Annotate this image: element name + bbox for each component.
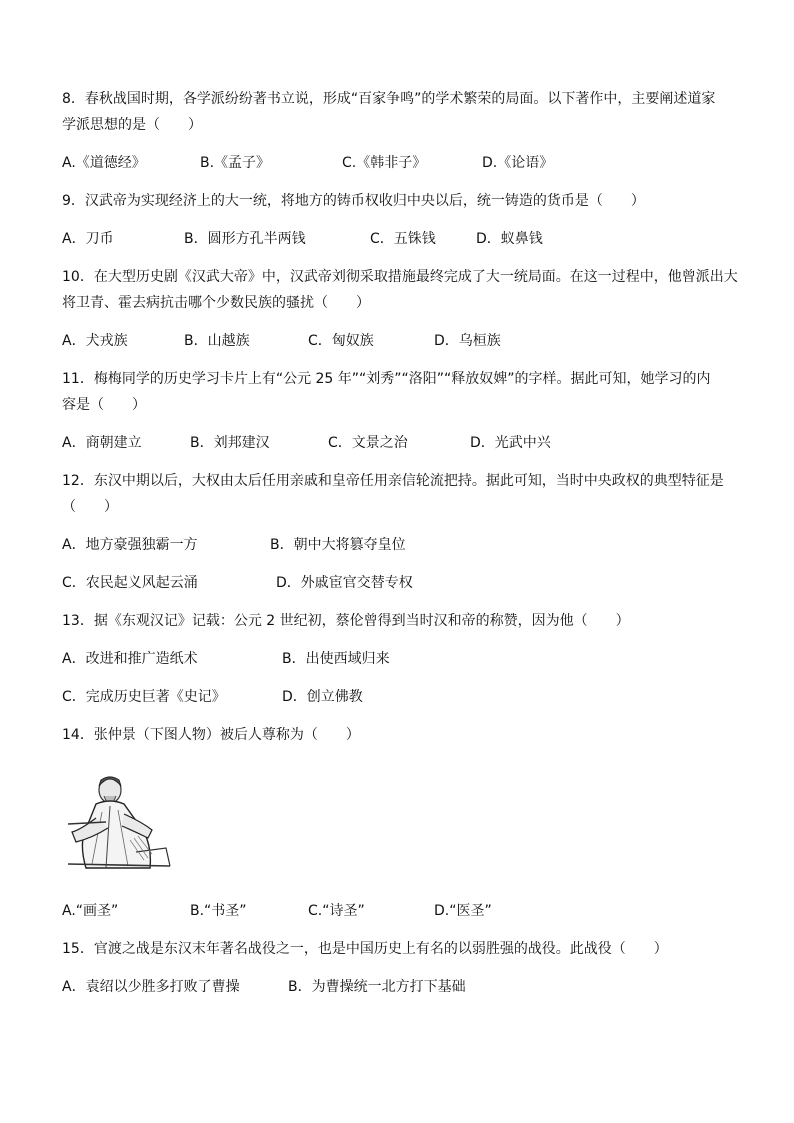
question-text: 13．据《东观汉记》记载：公元 2 世纪初，蔡伦曾得到当时汉和帝的称赞，因为他（ ）: [62, 613, 630, 629]
options-row: [62, 330, 762, 352]
question-text: 15．官渡之战是东汉末年著名战役之一，也是中国历史上有名的以弱胜强的战役。此战役（ ）: [62, 941, 668, 957]
option-b[interactable]: B．朝中大将篡夺皇位: [270, 537, 406, 553]
option-b[interactable]: B．出使西域归来: [282, 651, 390, 667]
option-a[interactable]: A．改进和推广造纸术: [62, 651, 198, 667]
question-10: [62, 266, 742, 314]
question-14: [62, 724, 742, 746]
question-text: 10．在大型历史剧《汉武大帝》中，汉武帝刘彻采取措施最终完成了大一统局面。在这一过程中，他曾派出大: [62, 269, 738, 285]
option-d[interactable]: D．外戚宦官交替专权: [276, 575, 413, 591]
question-11: [62, 368, 742, 416]
question-12: [62, 470, 742, 518]
options-row: [62, 900, 762, 922]
question-9: [62, 190, 742, 212]
option-b[interactable]: B．山越族: [184, 333, 250, 349]
option-a[interactable]: A.“画圣”: [62, 903, 119, 919]
question-text: 9．汉武帝为实现经济上的大一统，将地方的铸币权收归中央以后，统一铸造的货币是（ ）: [62, 193, 645, 209]
option-d[interactable]: D．蚁鼻钱: [476, 231, 543, 247]
options-row: [62, 432, 762, 454]
option-c[interactable]: C．农民起义风起云涌: [62, 575, 198, 591]
question-13: [62, 610, 742, 632]
options-row: [62, 648, 762, 670]
question-text: 11．梅梅同学的历史学习卡片上有“公元 25 年”“刘秀”“洛阳”“释放奴婢”的字样。据此可知，她学习的内: [62, 371, 711, 387]
options-row: [62, 534, 762, 556]
portrait-figure-icon: [66, 768, 174, 874]
option-d[interactable]: D．光武中兴: [470, 435, 551, 451]
option-b[interactable]: B．圆形方孔半两钱: [184, 231, 306, 247]
question-8: [62, 88, 742, 136]
question-text: 将卫青、霍去病抗击哪个少数民族的骚扰（ ）: [62, 295, 370, 311]
option-b[interactable]: B．刘邦建汉: [190, 435, 270, 451]
option-b[interactable]: B.《孟子》: [200, 155, 271, 171]
option-a[interactable]: A．袁绍以少胜多打败了曹操: [62, 979, 240, 995]
option-c[interactable]: C．完成历史巨著《史记》: [62, 689, 226, 705]
option-d[interactable]: D.“医圣”: [434, 903, 492, 919]
option-a[interactable]: A．犬戎族: [62, 333, 128, 349]
question-text: （ ）: [62, 499, 118, 515]
question-text: 14．张仲景（下图人物）被后人尊称为（ ）: [62, 727, 360, 743]
options-row: [62, 152, 762, 174]
option-a[interactable]: A．地方豪强独霸一方: [62, 537, 198, 553]
option-d[interactable]: D．乌桓族: [434, 333, 501, 349]
option-c[interactable]: C．五铢钱: [370, 231, 436, 247]
option-c[interactable]: C.《韩非子》: [342, 155, 427, 171]
option-b[interactable]: B.“书圣”: [190, 903, 247, 919]
option-c[interactable]: C．匈奴族: [308, 333, 374, 349]
option-d[interactable]: D．创立佛教: [282, 689, 363, 705]
option-a[interactable]: A.《道德经》: [62, 155, 146, 171]
question-15: [62, 938, 742, 960]
option-c[interactable]: C.“诗圣”: [308, 903, 365, 919]
option-c[interactable]: C．文景之治: [328, 435, 408, 451]
question-text: 8．春秋战国时期，各学派纷纷著书立说，形成“百家争鸣”的学术繁荣的局面。以下著作中，主要阐述道家: [62, 91, 716, 107]
option-a[interactable]: A．刀币: [62, 231, 114, 247]
option-a[interactable]: A．商朝建立: [62, 435, 142, 451]
question-text: 容是（ ）: [62, 397, 146, 413]
options-row: [62, 228, 762, 250]
option-b[interactable]: B．为曹操统一北方打下基础: [288, 979, 466, 995]
question-text: 12．东汉中期以后，大权由太后任用亲戚和皇帝任用亲信轮流把持。据此可知，当时中央政权的典型特征是: [62, 473, 724, 489]
question-text: 学派思想的是（ ）: [62, 117, 202, 133]
options-row: [62, 572, 762, 594]
option-d[interactable]: D.《论语》: [482, 155, 554, 171]
options-row: [62, 976, 762, 998]
options-row: [62, 686, 762, 708]
